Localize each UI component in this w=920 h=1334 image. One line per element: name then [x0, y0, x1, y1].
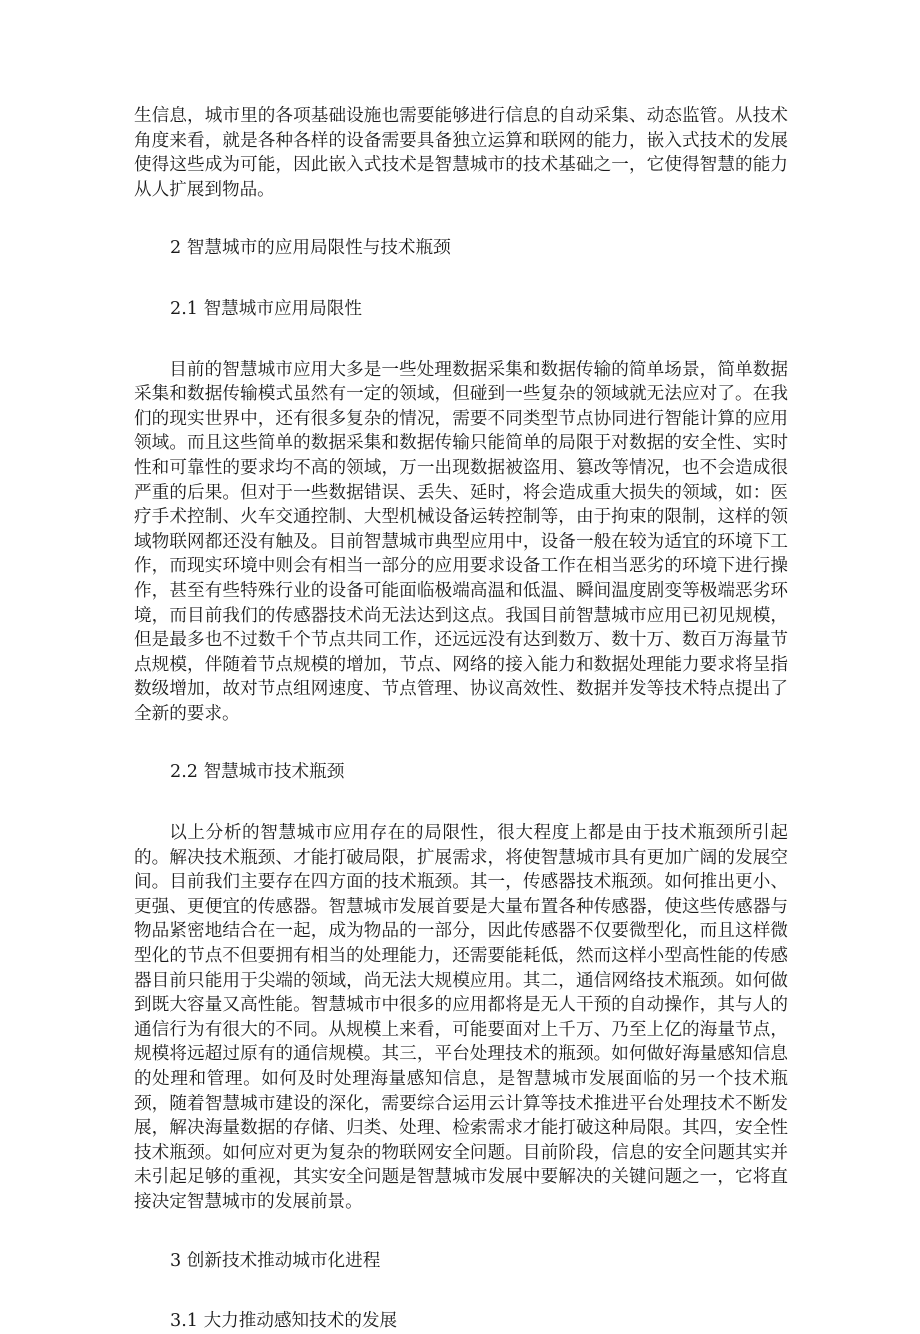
document-page: [134, 104, 788, 1334]
section-2-2-heading: 2.2 智慧城市技术瓶颈: [170, 762, 345, 783]
section-3-1-heading: 3.1 大力推动感知技术的发展: [170, 1311, 398, 1332]
section-3-heading: 3 创新技术推动城市化进程: [170, 1250, 381, 1271]
section-2-heading: 2 智慧城市的应用局限性与技术瓶颈: [170, 238, 451, 259]
section-2-2-body: 以上分析的智慧城市应用存在的局限性，很大程度上都是由于技术瓶颈所引起的。解决技术瓶颈、才能打破局限，扩展需求，将使智慧城市具有更加广阔的发展空间。目前我们主要存在四方面的技术瓶颈。其一，传感器技术瓶颈。如何推出更小、更强、更便宜的传感器。智慧城市发展首要是大量布置各种传感器，使这些传感器与物品紧密地结合在一起，成为物品的一部分，因此传感器不仅要微型化，而且这样微型化的节点不但要拥有相当的处理能力，还需要能耗低，然而这样小型高性能的传感器目前只能用于尖端的领域，尚无法大规模应用。其二，通信网络技术瓶颈。如何做到既大容量又高性能。智慧城市中很多的应用都将是无人干预的自动操作，其与人的通信行为有很大的不同。从规模上来看，可能要面对上千万、乃至上亿的海量节点，规模将远超过原有的通信规模。其三，平台处理技术的瓶颈。如何做好海量感知信息的处理和管理。如何及时处理海量感知信息，是智慧城市发展面临的另一个技术瓶颈，随着智慧城市建设的深化，需要综合运用云计算等技术推进平台处理技术不断发展，解决海量数据的存储、归类、处理、检索需求才能打破这种局限。其四，安全性技术瓶颈。如何应对更为复杂的物联网安全问题。目前阶段，信息的安全问题其实并未引起足够的重视，其实安全问题是智慧城市发展中要解决的关键问题之一，它将直接决定智慧城市的发展前景。: [134, 823, 788, 1212]
section-2-1-body: 目前的智慧城市应用大多是一些处理数据采集和数据传输的简单场景，简单数据采集和数据传输模式虽然有一定的领域，但碰到一些复杂的领域就无法应对了。在我们的现实世界中，还有很多复杂的情况，需要不同类型节点协同进行智能计算的应用领域。而且这些简单的数据采集和数据传输只能简单的局限于对数据的安全性、实时性和可靠性的要求均不高的领域，万一出现数据被盗用、篡改等情况，也不会造成很严重的后果。但对于一些数据错误、丢失、延时，将会造成重大损失的领域，如：医疗手术控制、火车交通控制、大型机械设备运转控制等，由于拘束的限制，这样的领域物联网都还没有触及。目前智慧城市典型应用中，设备一般在较为适宜的环境下工作，而现实环境中则会有相当一部分的应用要求设备工作在相当恶劣的环境下进行操作，甚至有些特殊行业的设备可能面临极端高温和低温、瞬间温度剧变等极端恶劣环境，而目前我们的传感器技术尚无法达到这点。我国目前智慧城市应用已初见规模，但是最多也不过数千个节点共同工作，还远远没有达到数万、数十万、数百万海量节点规模，伴随着节点规模的增加，节点、网络的接入能力和数据处理能力要求将呈指数级增加，故对节点组网速度、节点管理、协议高效性、数据并发等技术特点提出了全新的要求。: [134, 359, 788, 724]
intro-paragraph: 生信息，城市里的各项基础设施也需要能够进行信息的自动采集、动态监管。从技术角度来看，就是各种各样的设备需要具备独立运算和联网的能力，嵌入式技术的发展使得这些成为可能，因此嵌入式技术是智慧城市的技术基础之一，它使得智慧的能力从人扩展到物品。: [134, 106, 788, 200]
section-2-1-heading: 2.1 智慧城市应用局限性: [170, 298, 362, 319]
